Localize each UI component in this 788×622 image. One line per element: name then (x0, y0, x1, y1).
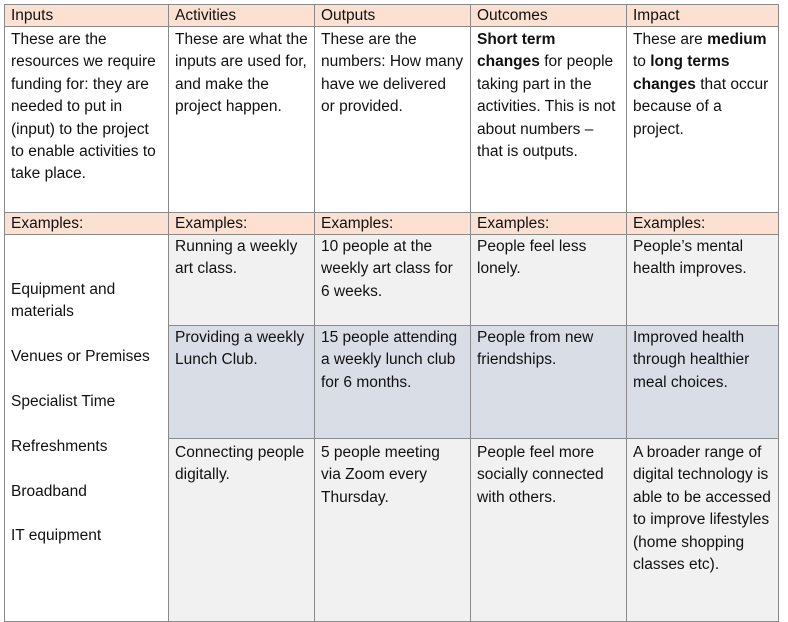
row2-activity: Providing a weekly Lunch Club. (169, 326, 315, 439)
inputs-examples-cell (5, 235, 169, 622)
examples-header-row (5, 213, 779, 235)
input-example: Venues or Premises (11, 348, 150, 366)
examples-label-outputs: Examples: (315, 213, 471, 235)
desc-impact-bold1: medium (707, 31, 767, 48)
row2-output: 15 people attending a weekly lunch club for 6 months. (315, 326, 471, 439)
desc-impact-pre: These are (633, 31, 708, 48)
row2-impact: Improved health through healthier meal choices. (627, 326, 779, 439)
desc-impact-bold2: long terms changes (633, 53, 730, 93)
row1-output: 10 people at the weekly art class for 6 weeks. (315, 235, 471, 326)
row3-activity: Connecting people digitally. (169, 439, 315, 622)
input-example: Broadband (11, 482, 87, 500)
input-example: IT equipment (11, 527, 102, 545)
examples-label-outcomes: Examples: (471, 213, 627, 235)
header-activities: Activities (169, 5, 315, 27)
input-example: Equipment and materials (11, 281, 116, 321)
examples-label-activities: Examples: (169, 213, 315, 235)
row3-outcome: People feel more socially connected with others. (471, 439, 627, 622)
input-example: Refreshments (11, 437, 108, 455)
header-outcomes: Outcomes (471, 5, 627, 27)
header-impact: Impact (627, 5, 779, 27)
example-row-1 (5, 235, 779, 326)
desc-activities: These are what the inputs are used for, and make the project happen. (169, 27, 315, 213)
desc-outcomes-bold: Short term changes (477, 31, 556, 71)
header-inputs: Inputs (5, 5, 169, 27)
desc-outcomes-rest: for people taking part in the activities. This is not about numbers – that is outputs. (477, 53, 616, 161)
input-example: Specialist Time (11, 393, 116, 410)
row1-outcome: People feel less lonely. (471, 235, 627, 326)
row1-activity: Running a weekly art class. (169, 235, 315, 326)
examples-label-inputs: Examples: (5, 213, 169, 235)
row3-output: 5 people meeting via Zoom every Thursday. (315, 439, 471, 622)
header-outputs: Outputs (315, 5, 471, 27)
desc-outputs: These are the numbers: How many have we delivered or provided. (315, 27, 471, 213)
desc-outcomes (471, 27, 627, 213)
row1-impact: People’s mental health improves. (627, 235, 779, 326)
desc-inputs: These are the resources we require funding for: they are needed to put in (input) to the project to enable activities to take place. (5, 27, 169, 213)
header-row (5, 5, 779, 27)
row2-outcome: People from new friendships. (471, 326, 627, 439)
desc-impact (627, 27, 779, 213)
examples-label-impact: Examples: (627, 213, 779, 235)
description-row (5, 27, 779, 213)
desc-impact-rest: that occur because of a project. (633, 75, 769, 138)
row3-impact: A broader range of digital technology is able to be accessed to improve lifestyles (home shopping classes etc). (627, 439, 779, 622)
desc-impact-mid: to (633, 53, 651, 71)
logic-model-table (4, 4, 779, 622)
